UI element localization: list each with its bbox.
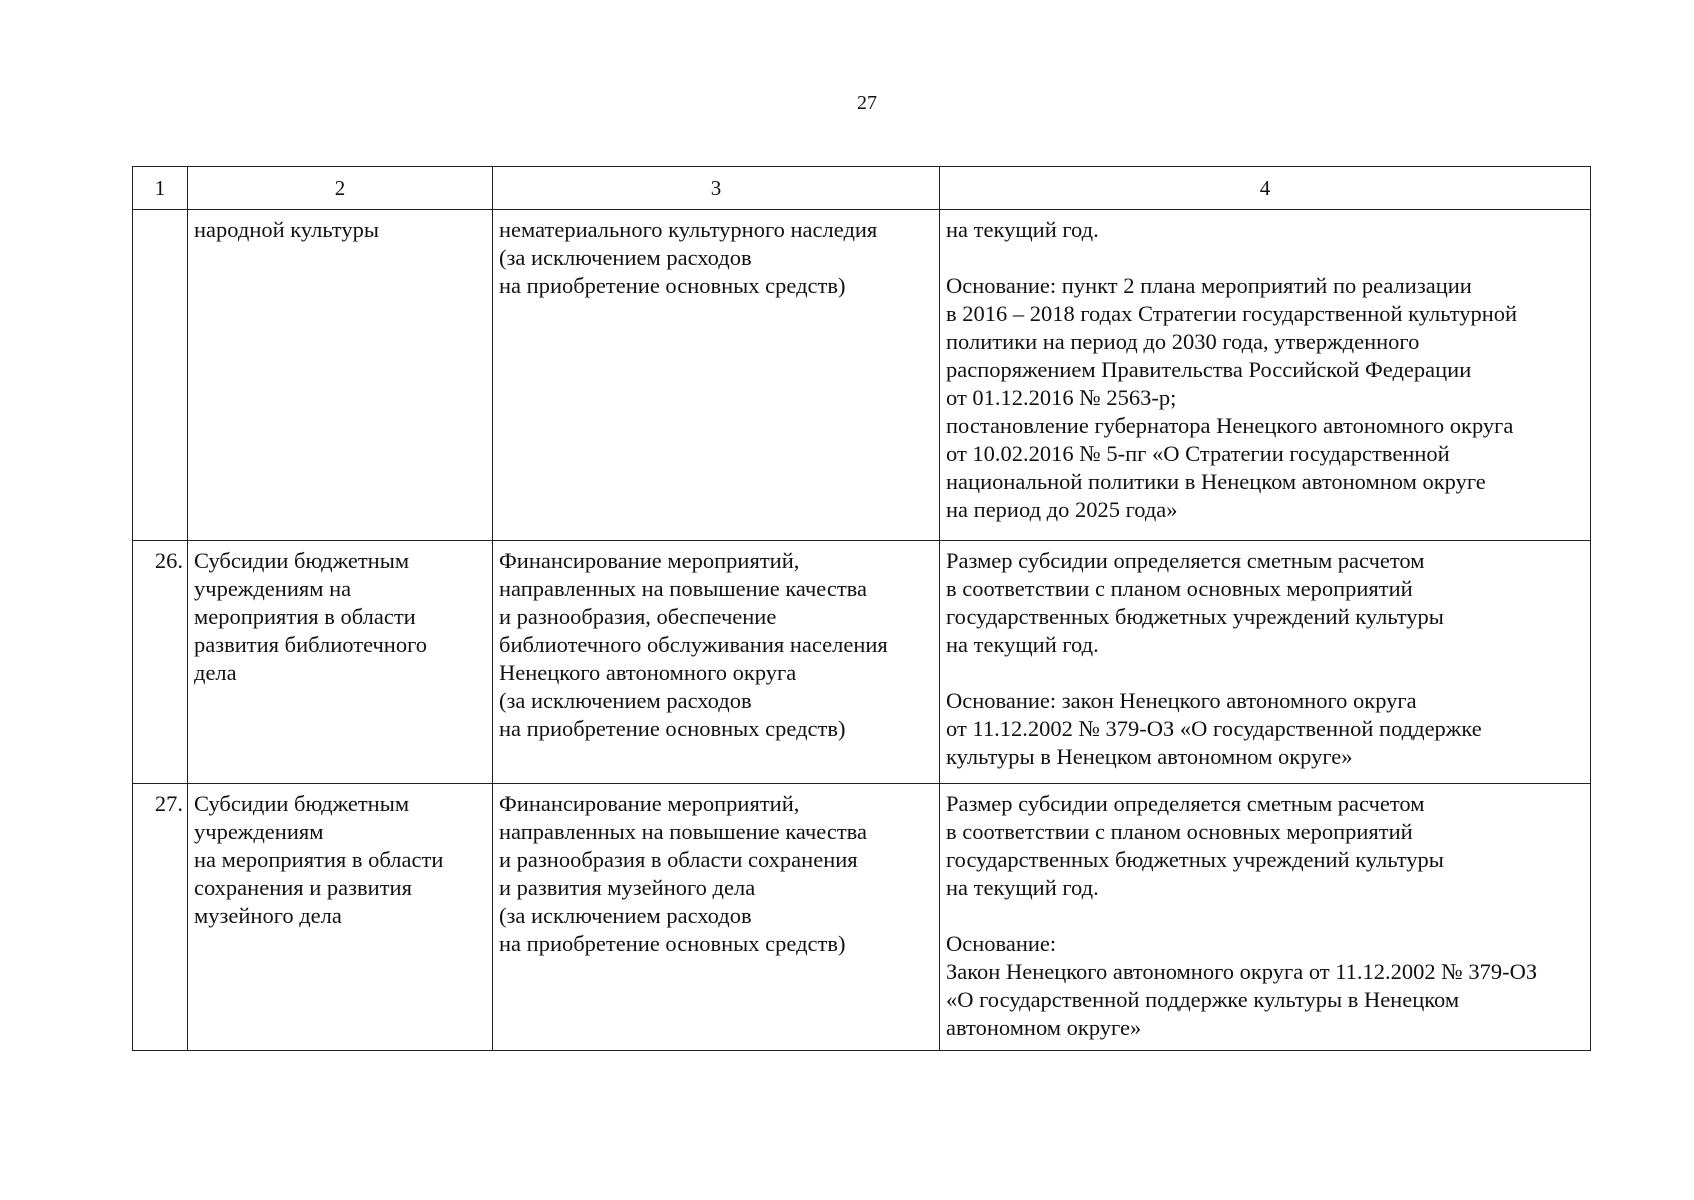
- row-number: 27.: [133, 784, 188, 1051]
- table-header-row: [133, 167, 1591, 210]
- cell-name: [188, 210, 493, 541]
- text-line: на приобретение основных средств): [499, 716, 846, 741]
- text-line: на текущий год.: [946, 875, 1099, 900]
- text-line: автономном округе»: [946, 1015, 1142, 1040]
- text-line: Размер субсидии определяется сметным расчетом: [946, 791, 1425, 816]
- cell-description: [493, 784, 940, 1051]
- cell-description: [493, 210, 940, 541]
- text-line: сохранения и развития: [194, 875, 412, 900]
- text-line: музейного дела: [194, 903, 342, 928]
- text-line: Финансирование мероприятий,: [499, 548, 800, 573]
- text-line: библиотечного обслуживания населения: [499, 632, 888, 657]
- text-line: направленных на повышение качества: [499, 576, 867, 601]
- text-line: в 2016 – 2018 годах Стратегии государственной культурной: [946, 301, 1518, 326]
- text-line: политики на период до 2030 года, утвержденного: [946, 329, 1420, 354]
- text-line: (за исключением расходов: [499, 245, 752, 270]
- row-number: 26.: [133, 541, 188, 784]
- text-line: национальной политики в Ненецком автономном округе: [946, 469, 1486, 494]
- cell-basis: [940, 784, 1591, 1051]
- document-table: [132, 166, 1591, 1051]
- text-line: учреждениям на: [194, 576, 352, 601]
- text-line: мероприятия в области: [194, 604, 416, 629]
- text-line: от 11.12.2002 № 379-ОЗ «О государственной поддержке: [946, 716, 1482, 741]
- text-line: государственных бюджетных учреждений культуры: [946, 847, 1444, 872]
- column-header-3: 3: [493, 167, 940, 210]
- text-line: (за исключением расходов: [499, 903, 752, 928]
- text-line: на мероприятия в области: [194, 847, 444, 872]
- text-line: нематериального культурного наследия: [499, 217, 878, 242]
- cell-description: [493, 541, 940, 784]
- text-line: в соответствии с планом основных мероприятий: [946, 576, 1413, 601]
- text-line: Ненецкого автономного округа: [499, 660, 797, 685]
- text-line: на период до 2025 года»: [946, 497, 1178, 522]
- text-line: от 10.02.2016 № 5-пг «О Стратегии государственной: [946, 441, 1450, 466]
- text-line: (за исключением расходов: [499, 688, 752, 713]
- cell-basis: [940, 541, 1591, 784]
- column-header-4: 4: [940, 167, 1591, 210]
- text-line: Закон Ненецкого автономного округа от 11.12.2002 № 379-ОЗ: [946, 959, 1538, 984]
- text-line: учреждениям: [194, 819, 324, 844]
- text-line: распоряжением Правительства Российской Федерации: [946, 357, 1472, 382]
- column-header-1: 1: [133, 167, 188, 210]
- text-line: на приобретение основных средств): [499, 273, 846, 298]
- text-line: и разнообразия, обеспечение: [499, 604, 777, 629]
- text-line: Основание:: [946, 931, 1057, 956]
- text-line: на текущий год.: [946, 632, 1099, 657]
- text-line: народной культуры: [194, 217, 379, 242]
- text-line: дела: [194, 660, 237, 685]
- page-number: 27: [857, 92, 877, 114]
- text-line: на приобретение основных средств): [499, 931, 846, 956]
- text-line: Размер субсидии определяется сметным расчетом: [946, 548, 1425, 573]
- table-row: [133, 541, 1591, 784]
- cell-name: [188, 541, 493, 784]
- text-line: и развития музейного дела: [499, 875, 756, 900]
- text-line: Основание: пункт 2 плана мероприятий по реализации: [946, 273, 1472, 298]
- text-line: постановление губернатора Ненецкого автономного округа: [946, 413, 1514, 438]
- paragraph-gap: [946, 902, 1584, 930]
- row-number: [133, 210, 188, 541]
- text-line: на текущий год.: [946, 217, 1099, 242]
- cell-name: [188, 784, 493, 1051]
- text-line: культуры в Ненецком автономном округе»: [946, 744, 1353, 769]
- text-line: в соответствии с планом основных мероприятий: [946, 819, 1413, 844]
- text-line: Субсидии бюджетным: [194, 548, 410, 573]
- column-header-2: 2: [188, 167, 493, 210]
- text-line: государственных бюджетных учреждений культуры: [946, 604, 1444, 629]
- text-line: развития библиотечного: [194, 632, 428, 657]
- text-line: Субсидии бюджетным: [194, 791, 410, 816]
- cell-basis: [940, 210, 1591, 541]
- text-line: от 01.12.2016 № 2563-р;: [946, 385, 1177, 410]
- text-line: «О государственной поддержке культуры в Ненецком: [946, 987, 1460, 1012]
- text-line: и разнообразия в области сохранения: [499, 847, 858, 872]
- table-row: [133, 784, 1591, 1051]
- paragraph-gap: [946, 244, 1584, 272]
- text-line: Основание: закон Ненецкого автономного округа: [946, 688, 1417, 713]
- text-line: Финансирование мероприятий,: [499, 791, 800, 816]
- text-line: направленных на повышение качества: [499, 819, 867, 844]
- table-row: [133, 210, 1591, 541]
- paragraph-gap: [946, 659, 1584, 687]
